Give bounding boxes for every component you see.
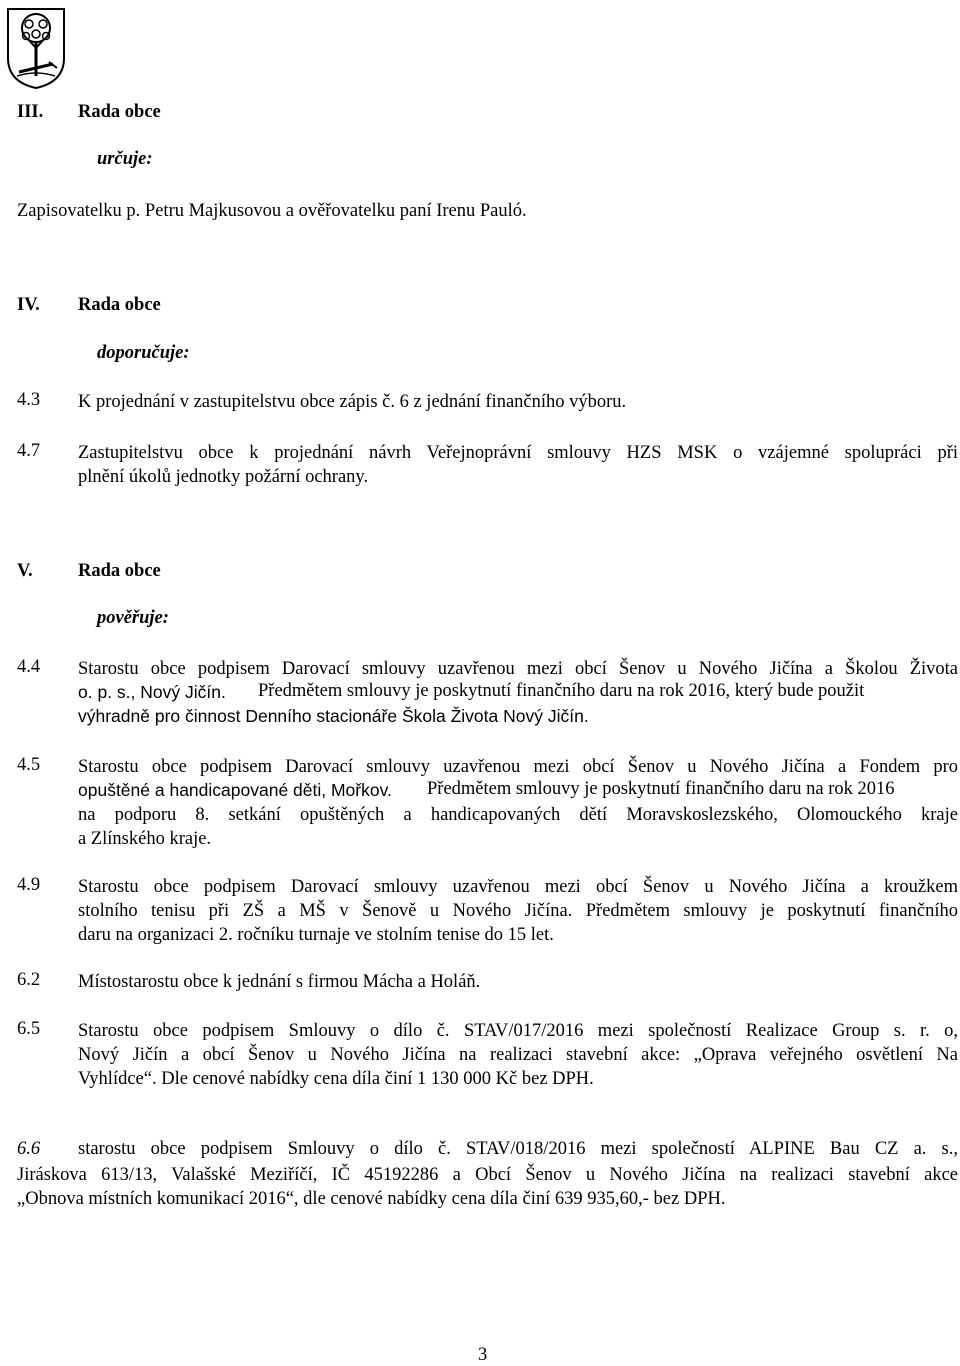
- item-4-4-text: [78, 657, 958, 681]
- item-4-5-text: [78, 755, 958, 779]
- item-4-7-line-1: Zastupitelstvu obce k projednání návrh Veřejnoprávní smlouvy HZS MSK o vzájemné spolupráci při: [78, 443, 958, 463]
- item-4-9-line-3: daru na organizaci 2. ročníku turnaje ve stolním tenise do 15 let.: [78, 925, 554, 945]
- item-4-5-line-1: Starostu obce podpisem Darovací smlouvy uzavřenou mezi obcí Šenov u Nového Jičína a Fondem pro: [78, 757, 958, 777]
- page-number: 3: [478, 1345, 488, 1365]
- item-6-2-number: 6.2: [17, 970, 41, 990]
- item-6-2-text: [78, 970, 958, 994]
- item-4-9-line-2: stolního tenisu při ZŠ a MŠ v Šenově u Nového Jičína. Předmětem smlouvy je poskytnutí finančního: [78, 901, 958, 921]
- section-iv-roman: IV.: [17, 295, 40, 315]
- item-6-5-line-1: Starostu obce podpisem Smlouvy o dílo č. STAV/017/2016 mezi společností Realizace Group s. r. o,: [78, 1021, 958, 1041]
- coat-of-arms-icon: [5, 6, 67, 90]
- section-v-title: Rada obce: [78, 561, 161, 581]
- item-6-5-line-3: Vyhlídce“. Dle cenové nabídky cena díla činí 1 130 000 Kč bez DPH.: [78, 1069, 594, 1089]
- item-4-7-line-2: plnění úkolů jednotky požární ochrany.: [78, 467, 369, 487]
- item-4-5-line-3: na podporu 8. setkání opuštěných a handicapovaných dětí Moravskoslezského, Olomouckého kraje: [78, 805, 958, 825]
- item-6-6-line-1: starostu obce podpisem Smlouvy o dílo č. STAV/018/2016 mezi společností ALPINE Bau CZ a. s.,: [78, 1139, 958, 1159]
- item-4-3-text: [78, 390, 958, 414]
- section-iv-title: Rada obce: [78, 295, 161, 315]
- item-4-5-line-2b: Předmětem smlouvy je poskytnutí finančního daru na rok 2016: [427, 779, 895, 799]
- item-6-6-number: 6.6: [17, 1139, 41, 1159]
- item-4-4-line-2a: o. p. s., Nový Jičín.: [78, 682, 226, 702]
- item-4-5-line-4: a Zlínského kraje.: [78, 829, 212, 849]
- item-4-5-text-cont: [78, 803, 958, 851]
- section-v-roman: V.: [17, 561, 33, 581]
- item-4-3-number: 4.3: [17, 390, 41, 410]
- item-6-6-text-cont: [17, 1163, 958, 1211]
- item-4-4-line-2b: Předmětem smlouvy je poskytnutí finančního daru na rok 2016, který bude použit: [258, 681, 865, 701]
- item-4-4-line-3: výhradně pro činnost Denního stacionáře Škola Života Nový Jičín.: [78, 706, 589, 726]
- item-6-5-line-2: Nový Jičín a obcí Šenov u Nového Jičína na realizaci stavební akce: „Oprava veřejného osvětlení Na: [78, 1045, 958, 1065]
- item-4-9-line-1: Starostu obce podpisem Darovací smlouvy uzavřenou mezi obcí Šenov u Nového Jičína a kroužkem: [78, 877, 958, 897]
- section-iii-roman: III.: [17, 102, 44, 122]
- item-6-6-line-3: „Obnova místních komunikací 2016“, dle cenové nabídky cena díla činí 639 935,60,- bez DPH.: [17, 1189, 726, 1209]
- section-iii-title: Rada obce: [78, 102, 161, 122]
- item-6-6-line-2: Jiráskova 613/13, Valašské Meziříčí, IČ 45192286 a Obcí Šenov u Nového Jičína na realizaci stavební akce: [17, 1165, 958, 1185]
- item-4-7-number: 4.7: [17, 441, 41, 461]
- item-4-4-line-1: Starostu obce podpisem Darovací smlouvy uzavřenou mezi obcí Šenov u Nového Jičína a Školou Života: [78, 659, 958, 679]
- section-iv-verb: doporučuje:: [97, 343, 190, 363]
- item-6-5-number: 6.5: [17, 1019, 41, 1039]
- item-4-9-text: [78, 875, 958, 947]
- item-6-2-line: Místostarostu obce k jednání s firmou Mácha a Holáň.: [78, 972, 481, 992]
- item-4-5-number: 4.5: [17, 755, 41, 775]
- item-4-4-number: 4.4: [17, 657, 41, 677]
- item-6-5-text: [78, 1019, 958, 1091]
- item-4-7-text: [78, 441, 958, 489]
- item-4-3-line: K projednání v zastupitelstvu obce zápis č. 6 z jednání finančního výboru.: [78, 392, 627, 412]
- section-iii-text: Zapisovatelku p. Petru Majkusovou a ověřovatelku paní Irenu Pauló.: [17, 201, 527, 221]
- item-4-9-number: 4.9: [17, 875, 41, 895]
- section-iii-verb: určuje:: [97, 149, 153, 169]
- item-4-5-line-2a: opuštěné a handicapované děti, Mořkov.: [78, 780, 392, 800]
- section-v-verb: pověřuje:: [97, 608, 169, 628]
